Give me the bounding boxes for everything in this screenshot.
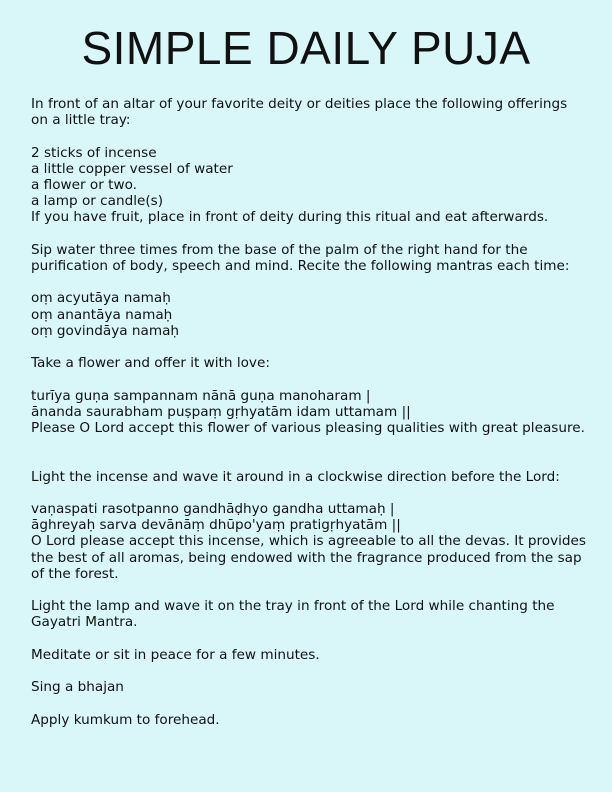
text-line: the best of all aromas, being endowed with the fragrance produced from the sap (31, 549, 582, 566)
para-offerings-list (31, 145, 591, 226)
text-line: of the forest. (31, 565, 119, 582)
para-sip-water (31, 242, 591, 274)
text-line: If you have fruit, place in front of deity during this ritual and eat afterwards. (31, 209, 549, 226)
para-flower-mantra (31, 388, 591, 437)
mantra-line: oṃ anantāya namaḥ (31, 306, 173, 323)
text-line: Apply kumkum to forehead. (31, 711, 220, 728)
list-item: a flower or two. (31, 177, 137, 193)
mantra-line: turīya guṇa sampannam nānā guṇa manoharam | (31, 387, 371, 404)
para-intro (31, 96, 591, 128)
para-incense (31, 469, 591, 485)
list-item: a little copper vessel of water (31, 160, 233, 177)
list-item: a lamp or candle(s) (31, 193, 164, 210)
para-kumkum (31, 712, 591, 728)
mantra-line: ānanda saurabham puṣpaṃ gṛhyatām idam uttamam || (31, 403, 411, 420)
para-bhajan (31, 679, 591, 695)
text-line: Gayatri Mantra. (31, 614, 138, 631)
para-meditate (31, 647, 591, 663)
instructions-body (31, 96, 591, 744)
text-line: Sing a bhajan (31, 679, 124, 696)
text-line: In front of an altar of your favorite deity or deities place the following offerings (31, 96, 568, 112)
mantra-line: oṃ acyutāya namaḥ (31, 290, 171, 307)
mantra-line: āghreyaḥ sarva devānāṃ dhūpo'yaṃ pratigṛhyatām || (31, 517, 401, 534)
para-mantras (31, 290, 591, 339)
text-line: Light the incense and wave it around in a clockwise direction before the Lord: (31, 468, 560, 485)
mantra-line: vaṇaspati rasotpanno gandhāḍhyo gandha uttamaḥ | (31, 500, 395, 517)
text-line: Sip water three times from the base of the palm of the right hand for the (31, 241, 528, 258)
mantra-line: oṃ govindāya namaḥ (31, 322, 180, 339)
text-line: on a little tray: (31, 112, 131, 129)
para-lamp (31, 598, 591, 630)
text-line: purification of body, speech and mind. Recite the following mantras each time: (31, 258, 570, 274)
page-title: SIMPLE DAILY PUJA (81, 22, 531, 74)
text-line: Please O Lord accept this flower of various pleasing qualities with great pleasure. (31, 419, 585, 436)
text-line: Light the lamp and wave it on the tray in front of the Lord while chanting the (31, 598, 555, 615)
text-line: Take a flower and offer it with love: (31, 355, 270, 372)
para-incense-mantra (31, 501, 591, 582)
para-flower-offer (31, 355, 591, 371)
text-line: Meditate or sit in peace for a few minutes. (31, 646, 320, 663)
text-line: O Lord please accept this incense, which is agreeable to all the devas. It provides (31, 533, 587, 550)
list-item: 2 sticks of incense (31, 144, 157, 161)
